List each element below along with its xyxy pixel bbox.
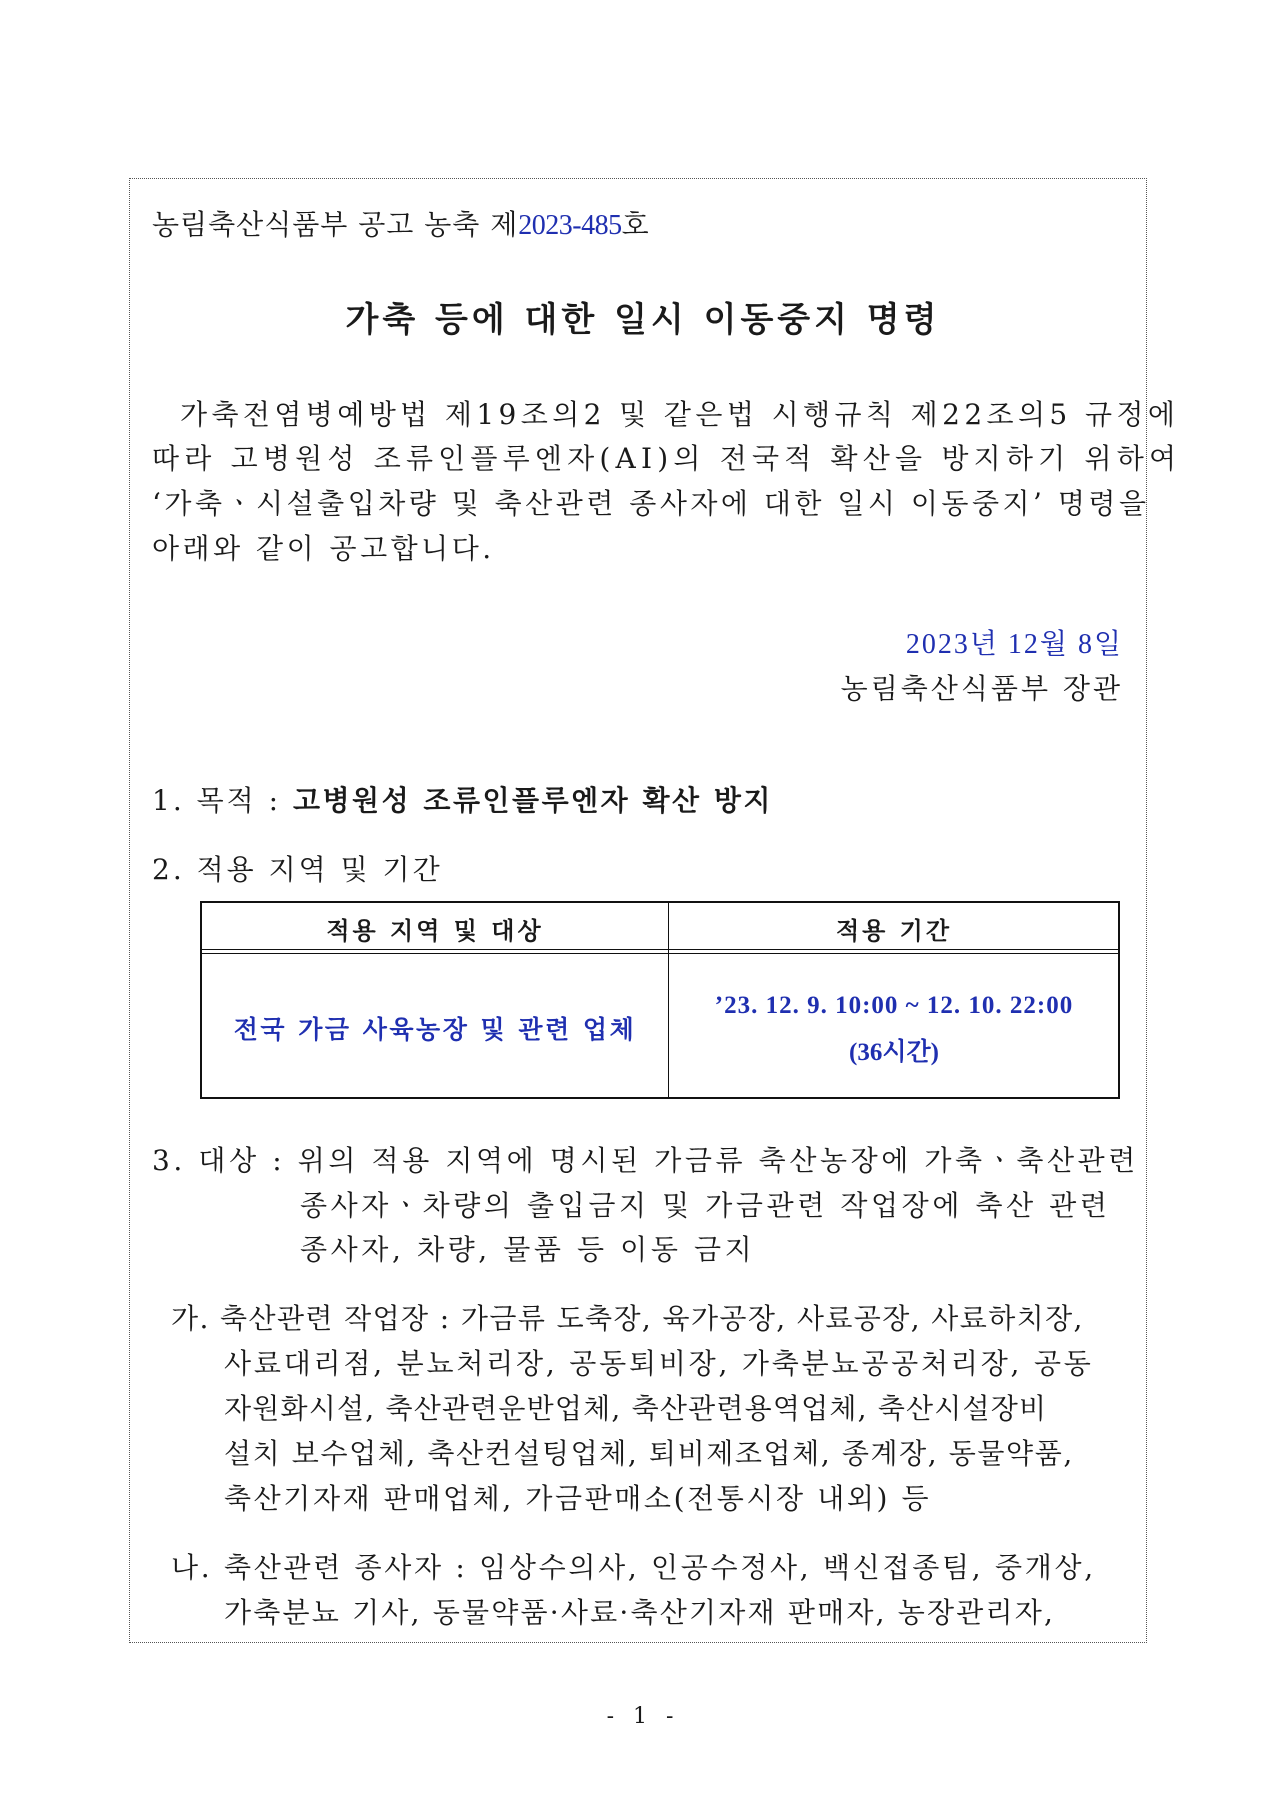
intro-line-2: 따라 고병원성 조류인플루엔자(AI)의 전국적 확산을 방지하기 위하여 — [152, 442, 1182, 475]
section-target-line-2: 종사자ㆍ차량의 출입금지 및 가금관련 작업장에 축산 관련 — [300, 1189, 1111, 1222]
section-purpose-label: 1. 목적 : — [152, 784, 293, 817]
notice-number: 2023-485 — [518, 210, 622, 241]
item-na-line-1: 나. 축산관련 종사자 : 임상수의사, 인공수정사, 백신접종팀, 중개상, — [171, 1551, 1096, 1584]
region-period-table — [200, 901, 1120, 1099]
notice-prefix: 농림축산식품부 공고 농축 제 — [152, 208, 519, 241]
notice-date: 2023년 12월 8일 — [905, 629, 1123, 660]
intro-line-1: 가축전염병예방법 제19조의2 및 같은법 시행규칙 제22조의5 규정에 — [180, 398, 1180, 431]
section-target-line-3: 종사자, 차량, 물품 등 이동 금지 — [300, 1233, 756, 1266]
section-purpose-value: 고병원성 조류인플루엔자 확산 방지 — [292, 784, 773, 817]
section-target-line-1: 3. 대상 : 위의 적용 지역에 명시된 가금류 축산농장에 가축ㆍ축산관련 — [152, 1144, 1139, 1177]
section-region-period: 2. 적용 지역 및 기간 — [152, 853, 443, 886]
intro-line-3: ‘가축ㆍ시설출입차량 및 축산관련 종사자에 대한 일시 이동중지’ 명령을 — [152, 487, 1150, 520]
page-number: - 1 - — [606, 1704, 680, 1729]
item-ga-line-3: 자원화시설, 축산관련운반업체, 축산관련용역업체, 축산시설장비 — [224, 1392, 1048, 1425]
table-header-divider-double — [202, 953, 1118, 954]
table-header-region: 적용 지역 및 대상 — [326, 917, 544, 945]
item-na-line-2: 가축분뇨 기사, 동물약품·사료·축산기자재 판매자, 농장관리자, — [224, 1596, 1056, 1629]
notice-suffix: 호 — [621, 208, 650, 241]
item-ga-line-4: 설치 보수업체, 축산컨설팅업체, 퇴비제조업체, 종계장, 동물약품, — [224, 1437, 1074, 1470]
section-purpose — [152, 779, 773, 819]
item-ga-line-5: 축산기자재 판매업체, 가금판매소(전통시장 내외) 등 — [224, 1482, 932, 1515]
table-cell-period: ’23. 12. 9. 10:00 ~ 12. 10. 22:00 — [714, 992, 1074, 1019]
item-ga-line-1: 가. 축산관련 작업장 : 가금류 도축장, 육가공장, 사료공장, 사료하치장, — [171, 1302, 1084, 1335]
item-ga-line-2: 사료대리점, 분뇨처리장, 공동퇴비장, 가축분뇨공공처리장, 공동 — [224, 1347, 1094, 1380]
notice-signer: 농림축산식품부 장관 — [840, 672, 1123, 705]
table-cell-region: 전국 가금 사육농장 및 관련 업체 — [233, 1015, 637, 1044]
intro-line-4: 아래와 같이 공고합니다. — [152, 532, 495, 565]
notice-number-line — [152, 203, 650, 243]
table-header-divider — [202, 949, 1118, 950]
document-title: 가축 등에 대한 일시 이동중지 명령 — [345, 300, 941, 340]
table-header-period: 적용 기간 — [835, 917, 953, 945]
table-cell-duration: (36시간) — [849, 1039, 939, 1066]
